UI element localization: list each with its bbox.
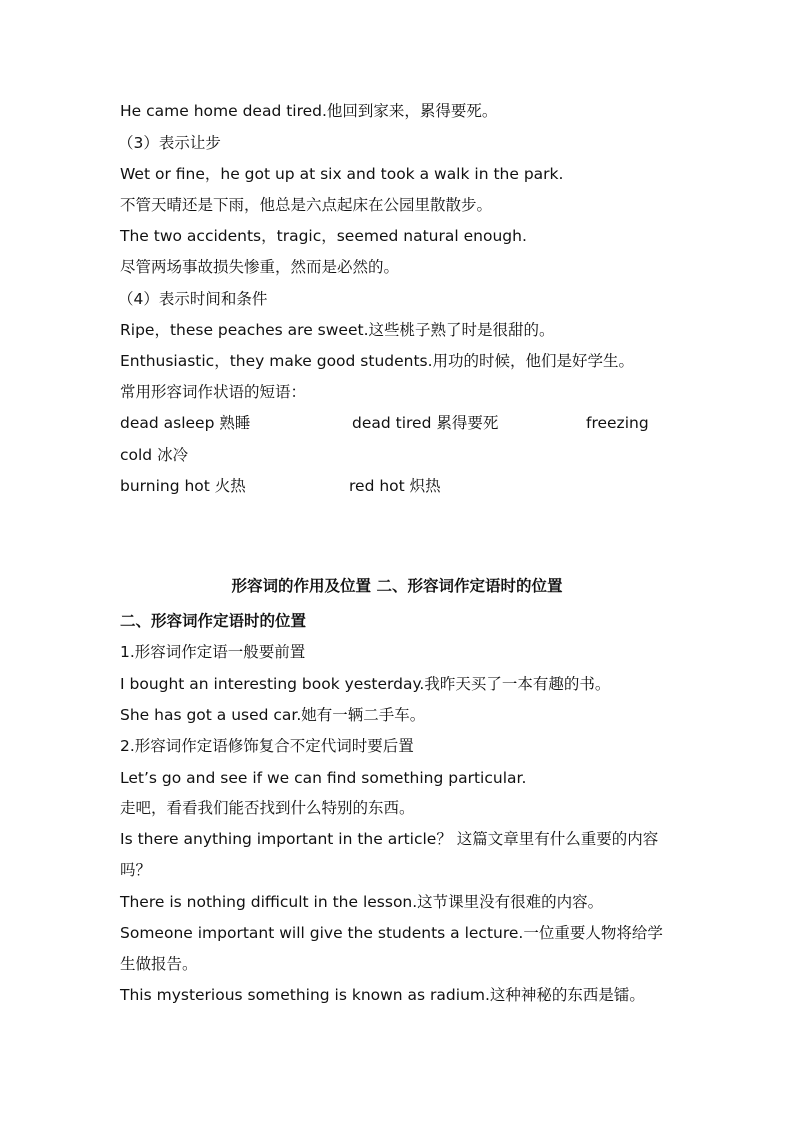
- translation-two-accidents: 尽管两场事故损失惨重，然而是必然的。: [120, 258, 400, 276]
- section-heading: 二、形容词作定语时的位置: [120, 612, 307, 630]
- translation-something-particular: 走吧，看看我们能否找到什么特别的东西。: [120, 799, 415, 817]
- example-ripe: Ripe，these peaches are sweet.这些桃子熟了时是很甜的。: [120, 321, 555, 339]
- subheading-time-condition: （4）表示时间和条件: [118, 290, 268, 308]
- phrase-dead-asleep: dead asleep 熟睡: [120, 414, 251, 432]
- example-anything-important: Is there anything important in the article？ 这篇文章里有什么重要的内容: [120, 830, 659, 848]
- rule-post-position: 2.形容词作定语修饰复合不定代词时要后置: [120, 737, 414, 755]
- example-someone-important-cont: 生做报告。: [120, 955, 198, 973]
- example-mysterious-something: This mysterious something is known as radium.这种神秘的东西是镭。: [120, 986, 645, 1004]
- phrases-intro: 常用形容词作状语的短语：: [120, 383, 307, 401]
- example-enthusiastic: Enthusiastic，they make good students.用功的时候，他们是好学生。: [120, 352, 635, 370]
- example-nothing-difficult: There is nothing difficult in the lesson.这节课里没有很难的内容。: [120, 893, 604, 911]
- rule-front-position: 1.形容词作定语一般要前置: [120, 643, 306, 661]
- example-wet-or-fine: Wet or fine，he got up at six and took a walk in the park.: [120, 165, 564, 183]
- section-title: 形容词的作用及位置 二、形容词作定语时的位置: [231, 577, 563, 595]
- phrase-cold: cold 冰冷: [120, 446, 189, 464]
- subheading-concession: （3）表示让步: [118, 134, 221, 152]
- phrase-red-hot: red hot 炽热: [349, 477, 441, 495]
- example-dead-tired: He came home dead tired.他回到家来，累得要死。: [120, 102, 498, 120]
- example-something-particular: Let’s go and see if we can find something particular.: [120, 769, 527, 787]
- example-someone-important: Someone important will give the students a lecture.一位重要人物将给学: [120, 924, 663, 942]
- example-interesting-book: I bought an interesting book yesterday.我昨天买了一本有趣的书。: [120, 675, 611, 693]
- translation-wet-or-fine: 不管天晴还是下雨，他总是六点起床在公园里散散步。: [120, 196, 493, 214]
- example-two-accidents: The two accidents，tragic，seemed natural enough.: [120, 227, 527, 245]
- phrase-dead-tired: dead tired 累得要死: [352, 414, 499, 432]
- phrase-freezing: freezing: [586, 414, 649, 432]
- phrase-burning-hot: burning hot 火热: [120, 477, 246, 495]
- example-anything-important-cont: 吗？: [120, 861, 152, 879]
- example-used-car: She has got a used car.她有一辆二手车。: [120, 706, 426, 724]
